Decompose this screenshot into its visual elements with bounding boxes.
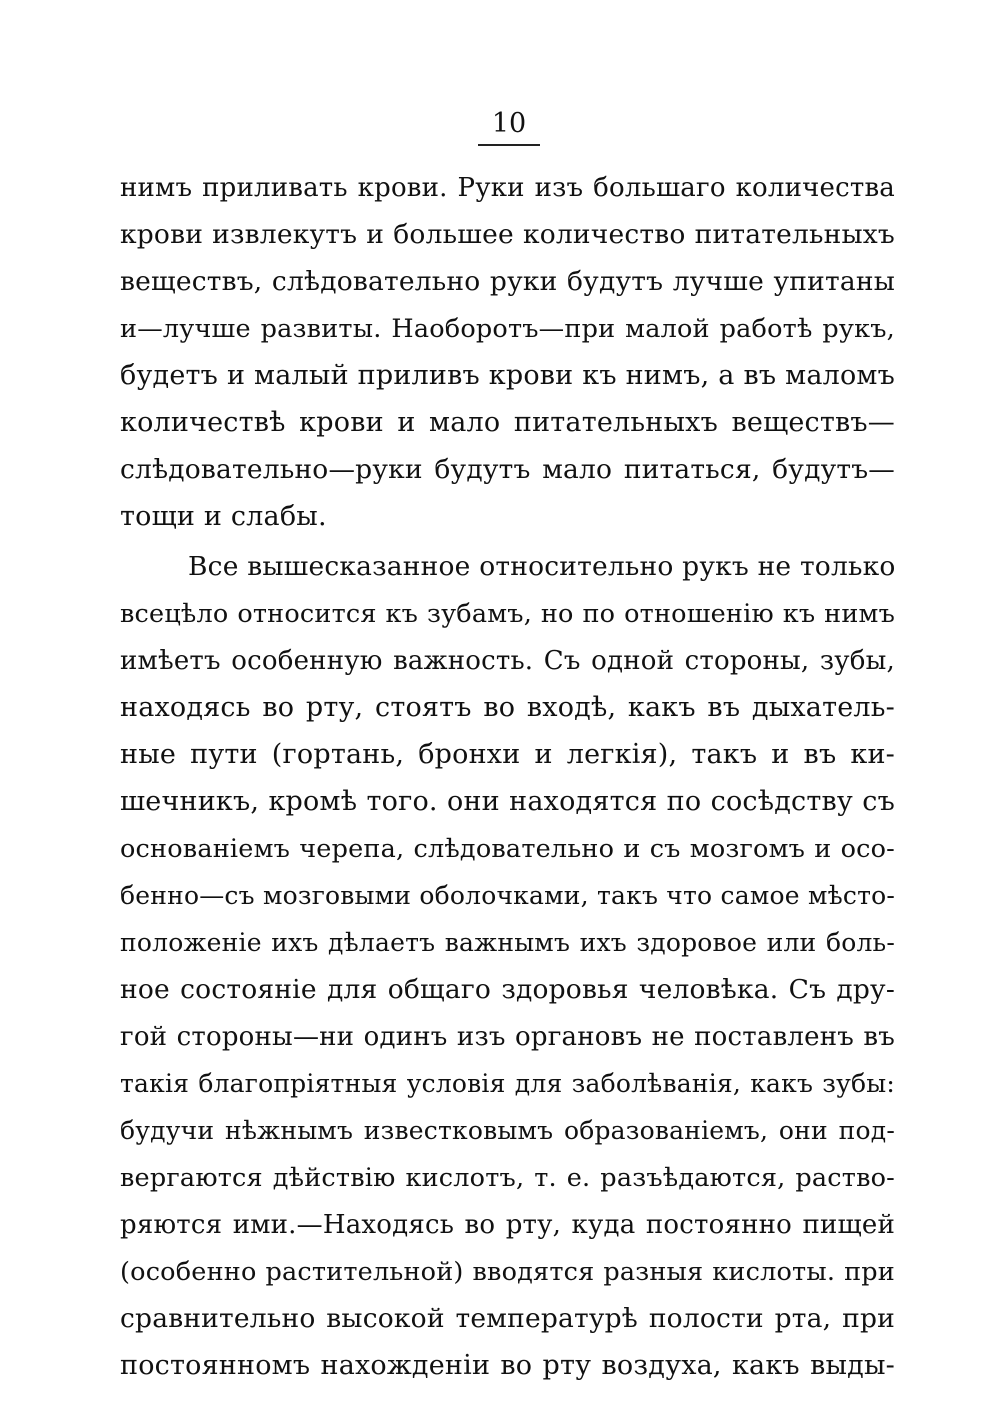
text-line: будучи нѣжнымъ известковымъ образованіемъ, они под- [120,1116,895,1145]
text-line: нимъ приливать крови. Руки изъ большаго количества [120,173,895,203]
text-line: бенно—съ мозговыми оболочками, такъ что самое мѣсто- [120,881,895,910]
text-line: ряются ими.—Находясь во рту, куда постоянно пищей [120,1210,895,1240]
text-line: и—лучше развиты. Наоборотъ—при малой работѣ рукъ, [120,314,895,344]
text-line: основаніемъ черепа, слѣдовательно и съ мозгомъ и осо- [120,834,895,864]
text-line: находясь во рту, стоятъ во входѣ, какъ въ дыхатель- [120,692,895,723]
text-line: шечникъ, кромѣ того. они находятся по сосѣдству съ [120,786,895,817]
text-line: (особенно растительной) вводятся разныя кислоты. при [120,1257,895,1287]
text-line: такія благопріятныя условія для заболѣванія, какъ зубы: [120,1069,895,1098]
text-line: вергаются дѣйствію кислотъ, т. е. разъѣдаются, раство- [120,1163,895,1193]
text-line: тощи и слабы. [120,501,327,532]
page-number: 10 [478,108,540,146]
text-line: положеніе ихъ дѣлаетъ важнымъ ихъ здоровое или боль- [120,928,895,957]
text-line: имѣетъ особенную важность. Съ одной стороны, зубы, [120,646,895,676]
text-line: Все вышесказанное относительно рукъ не только [188,551,896,582]
text-line: количествѣ крови и мало питательныхъ веществъ— [120,407,895,438]
text-line: веществъ, слѣдовательно руки будутъ лучше упитаны [120,266,895,297]
text-line: всецѣло относится къ зубамъ, но по отношенію къ нимъ [120,599,895,629]
text-line: будетъ и малый приливъ крови къ нимъ, а въ маломъ [120,360,895,391]
text-line: постоянномъ нахожденіи во рту воздуха, какъ выды- [120,1350,895,1381]
text-line: сравнительно высокой температурѣ полости рта, при [120,1303,895,1334]
text-line: крови извлекутъ и большее количество питательныхъ [120,219,895,250]
text-line: ные пути (гортань, бронхи и легкія), такъ и въ ки- [120,739,895,770]
text-line: ное состояніе для общаго здоровья человѣка. Съ дру- [120,974,895,1005]
text-line: слѣдовательно—руки будутъ мало питаться, будутъ— [120,454,895,485]
text-line: гой стороны—ни одинъ изъ органовъ не поставленъ въ [120,1022,895,1052]
